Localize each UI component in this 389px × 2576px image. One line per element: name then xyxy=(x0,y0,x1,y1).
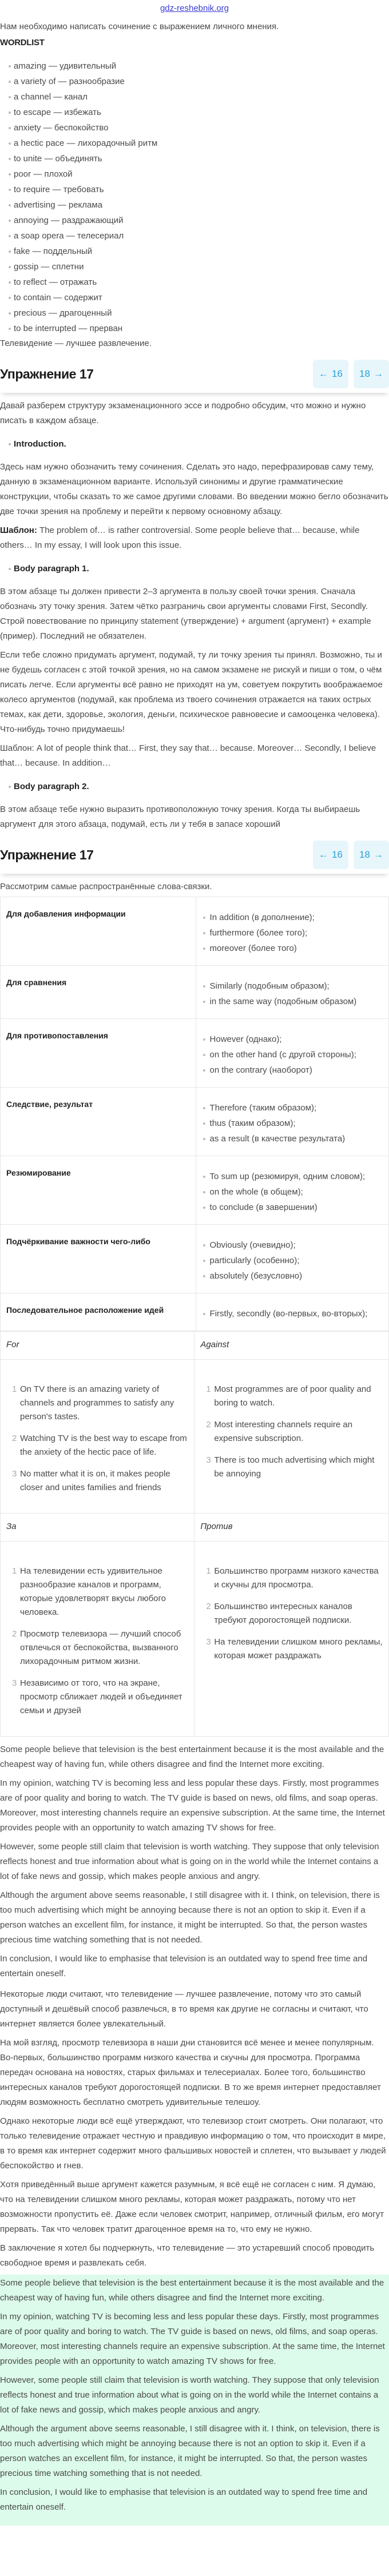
arguments-table-en xyxy=(0,1331,389,1737)
essay-russian xyxy=(0,1987,389,2271)
wordlist-item: a hectic pace — лихорадочный ритм xyxy=(0,136,389,151)
linker-item: as a result (в качестве результата) xyxy=(202,1131,383,1146)
wordlist-item: to contain — содержит xyxy=(0,290,389,305)
essay-paragraph: However, some people still claim that television is worth watching. They suppose that only television reflects honest and true information about what is going on in the world while the Internet contains a lot of fake news and gossip, which makes people anxious and angry. xyxy=(0,2375,379,2415)
wordlist-item: to require — требовать xyxy=(0,182,389,197)
wordlist-item: poor — плохой xyxy=(0,166,389,182)
wordlist-item: to be interrupted — прерван xyxy=(0,321,389,336)
table-row xyxy=(1,1293,389,1331)
linkers-table xyxy=(0,897,389,1331)
essay-paragraph: Некоторые люди считают, что телевидение — лучшее развлечение, потому что это самый доступный и дешёвый способ развлечься, в то время как другие не согласны и считают, что интернет является более увлекательный. xyxy=(0,1989,368,2029)
argument-item xyxy=(6,1677,188,1718)
guide-lead: Давай разберем структуру экзаменационного эссе и подробно обсудим, что можно и нужно писать в каждом абзаце. xyxy=(0,401,366,425)
site-link[interactable]: gdz-reshebnik.org xyxy=(160,3,229,13)
linker-item: in the same way (подобным образом) xyxy=(202,994,383,1009)
linker-examples xyxy=(196,1293,388,1331)
next-label: 18 xyxy=(359,368,370,379)
next-label: 18 xyxy=(359,849,370,860)
exercise-header-sticky xyxy=(0,836,389,874)
wordlist-item: a variety of — разнообразие xyxy=(0,74,389,89)
page-title-sticky: Упражнение 17 xyxy=(0,847,94,862)
essay-paragraph: In conclusion, I would like to emphasise that television is an outdated way to spend free time and entertain oneself. xyxy=(0,2487,368,2512)
linkers-lead: Рассмотрим самые распространённые слова-связки. xyxy=(0,882,212,891)
intro-text: Нам необходимо написать сочинение с выражением личного мнения. xyxy=(0,22,279,31)
linker-item: To sum up (резюмируя, одним словом); xyxy=(202,1169,383,1184)
against-list xyxy=(200,1383,383,1481)
arrow-left-icon: ← xyxy=(319,849,329,860)
for-list-ru xyxy=(6,1564,188,1718)
table-row xyxy=(1,1156,389,1225)
essay-paragraph: Хотя приведённый выше аргумент кажется разумным, я всё ещё не согласен с ним. Я думаю, что на телевидении слишком много рекламы, которая может раздражать, потому что нет возможности пропустить её. Даже если человек смотрит, например, отличный фильм, его могут прервать. Так что человек тратит драгоценное время на то, что ему не нужно. xyxy=(0,2180,384,2234)
linker-examples xyxy=(196,1156,388,1225)
linker-item: on the whole (в общем); xyxy=(202,1184,383,1200)
arrow-right-icon: → xyxy=(373,368,383,379)
section-body-1: Body paragraph 1. xyxy=(0,561,389,576)
argument-text: На телевидении есть удивительное разнообразие каналов и программ, которые удовлетворят вкусы любого человека. xyxy=(20,1566,166,1617)
essay-paragraph: Although the argument above seems reasonable, I still disagree with it. I think, on television, there is too much advertising which might be annoying because there is not an option to skip it. Even if a person watches an excellent film, for instance, it might be interrupted. So that, the person wastes precious time watching something that is not needed. xyxy=(0,1890,380,1945)
essay-paragraph: В заключение я хотел бы подчеркнуть, что телевидение — это устаревший способ проводить свободное время и развлекать себя. xyxy=(0,2243,375,2268)
linker-category: Резюмирование xyxy=(1,1156,196,1225)
item-number: 1 xyxy=(12,1384,17,1394)
argument-text: На телевидении слишком много рекламы, которая может раздражать xyxy=(214,1637,383,1661)
prev-label: 16 xyxy=(332,849,343,860)
wordlist xyxy=(0,58,389,336)
page-title: Упражнение 17 xyxy=(0,367,94,381)
essay-topic: Телевидение — лучшее развлечение. xyxy=(0,339,152,348)
wordlist-item: a soap opera — телесериал xyxy=(0,228,389,244)
linker-item: particularly (особенно); xyxy=(202,1253,383,1268)
argument-item xyxy=(200,1454,383,1481)
linker-item: moreover (более того) xyxy=(202,941,383,956)
argument-item xyxy=(6,1627,188,1669)
item-number: 3 xyxy=(12,1469,17,1479)
linker-category: Для добавления информации xyxy=(1,897,196,966)
argument-text: No matter what it is on, it makes people closer and unites families and friends xyxy=(20,1469,170,1492)
linker-item: absolutely (безусловно) xyxy=(202,1268,383,1284)
argument-item xyxy=(200,1600,383,1627)
linker-item: Similarly (подобным образом); xyxy=(202,978,383,994)
linker-category: Последовательное расположение идей xyxy=(1,1293,196,1331)
template-text: The problem of… is rather controversial. Some people believe that… because, while others… In my essay, I will look upon this issue. xyxy=(0,525,360,550)
essay-paragraph: In my opinion, watching TV is becoming less and less popular these days. Firstly, most programmes are of poor quality and boring to watch. The TV guide is based on news, old films, and soap operas. Moreover, most interesting channels require an expensive subscription. At the same time, the Internet provides people with an opportunity to watch amazing TV shows for free. xyxy=(0,1778,385,1833)
section-introduction: Introduction. xyxy=(0,436,389,452)
linker-item: on the other hand (с другой стороны); xyxy=(202,1047,383,1062)
next-exercise-button[interactable] xyxy=(354,360,389,388)
table-row xyxy=(1,1019,389,1088)
argument-text: On TV there is an amazing variety of channels and programmes to satisfy any person's tastes. xyxy=(20,1384,174,1422)
item-number: 3 xyxy=(12,1678,17,1688)
essay-paragraph: However, some people still claim that television is worth watching. They suppose that only television reflects honest and true information about what is going on in the world while the Internet contains a lot of fake news and gossip, which makes people anxious and angry. xyxy=(0,1842,379,1881)
essay-paragraph: Some people believe that television is the best entertainment because it is the most available and the cheapest way of having fun, while others disagree and find the Internet more exciting. xyxy=(0,2278,384,2303)
essay-paragraph: Some people believe that television is the best entertainment because it is the most available and the cheapest way of having fun, while others disagree and find the Internet more exciting. xyxy=(0,1745,384,1769)
introduction-template xyxy=(0,523,389,553)
linker-examples xyxy=(196,1019,388,1088)
prev-label: 16 xyxy=(332,368,343,379)
arrow-right-icon: → xyxy=(373,849,383,860)
argument-item xyxy=(6,1467,188,1495)
argument-item xyxy=(200,1564,383,1592)
argument-text: Независимо от того, что на экране, просмотр сближает людей и объединяет семьи и друзей xyxy=(20,1678,182,1715)
linker-item: to conclude (в завершении) xyxy=(202,1200,383,1215)
essay-paragraph: Однако некоторые люди всё ещё утверждают, что телевизор стоит смотреть. Они полагают, что только телевидение отражает честную и правдивую информацию о том, что происходит в мире, в то время как интернет содержит много фальшивых новостей и сплетен, что вызывает у людей беспокойство и гнев. xyxy=(0,2116,386,2171)
item-number: 2 xyxy=(12,1629,17,1639)
prev-exercise-button[interactable] xyxy=(313,841,348,869)
linker-item: thus (таким образом); xyxy=(202,1116,383,1131)
essay-paragraph: На мой взгляд, просмотр телевизора в наши дни становится всё менее и менее популярным. Во-первых, большинство программ низкого качества и скучны для просмотра. Программа передач основана на новостях, старых фильмах и телесериалах. Более того, большинство интересных каналов требуют дорогостоящей подписки. В то же время интернет предоставляет людям возможность бесплатно смотреть удивительные телешоу. xyxy=(0,2038,381,2107)
argument-item xyxy=(200,1635,383,1663)
item-number: 3 xyxy=(206,1455,211,1465)
wordlist-item: fake — поддельный xyxy=(0,244,389,259)
wordlist-item: a channel — канал xyxy=(0,89,389,105)
wordlist-item: to escape — избежать xyxy=(0,105,389,120)
linker-item: Therefore (таким образом); xyxy=(202,1100,383,1116)
item-number: 2 xyxy=(206,1420,211,1430)
body1-text: В этом абзаце ты должен привести 2–3 аргумента в пользу своей точки зрения. Сначала обозначь эту точку зрения. Затем чётко разграничь свои аргументы словами First, Secondly. Строй повествование по принципу statement (утверждение) + argument (аргумент) + example (пример). Последний не обязателен. xyxy=(0,587,371,641)
argument-item xyxy=(6,1383,188,1424)
wordlist-item: to reflect — отражать xyxy=(0,274,389,290)
for-header: For xyxy=(1,1332,194,1360)
argument-item xyxy=(6,1432,188,1459)
item-number: 3 xyxy=(206,1637,211,1647)
for-list xyxy=(6,1383,188,1495)
linker-category: Для сравнения xyxy=(1,966,196,1019)
wordlist-item: annoying — раздражающий xyxy=(0,213,389,228)
wordlist-title: WORDLIST xyxy=(0,38,45,47)
wordlist-item: precious — драгоценный xyxy=(0,305,389,321)
item-number: 2 xyxy=(12,1434,17,1443)
prev-exercise-button[interactable] xyxy=(313,360,348,388)
for-header-ru: За xyxy=(1,1514,194,1542)
wordlist-item: gossip — сплетни xyxy=(0,259,389,274)
argument-text: There is too much advertising which might be annoying xyxy=(214,1455,375,1479)
essay-paragraph: Although the argument above seems reasonable, I still disagree with it. I think, on television, there is too much advertising which might be annoying because there is not an option to skip it. Even if a person watches an excellent film, for instance, it might be interrupted. So that, the person wastes precious time watching something that is not needed. xyxy=(0,2424,380,2478)
next-exercise-button[interactable] xyxy=(354,841,389,869)
linker-item: Obviously (очевидно); xyxy=(202,1237,383,1253)
arrow-left-icon: ← xyxy=(319,368,329,379)
linker-examples xyxy=(196,1088,388,1156)
essay-highlighted xyxy=(0,2275,389,2526)
table-row xyxy=(1,966,389,1019)
wordlist-item: advertising — реклама xyxy=(0,197,389,213)
linker-item: In addition (в дополнение); xyxy=(202,910,383,925)
linker-examples xyxy=(196,897,388,966)
linker-examples xyxy=(196,966,388,1019)
linker-item: on the contrary (наоборот) xyxy=(202,1062,383,1078)
argument-text: Most programmes are of poor quality and boring to watch. xyxy=(214,1384,371,1408)
body2-text: В этом абзаце тебе нужно выразить противоположную точку зрения. Когда ты выбираешь аргумент для этого абзаца, подумай, есть ли у тебя в запасе хороший xyxy=(0,805,360,829)
argument-text: Большинство программ низкого качества и скучны для просмотра. xyxy=(214,1566,379,1590)
argument-text: Most interesting channels require an expensive subscription. xyxy=(214,1420,353,1443)
template-label: Шаблон: xyxy=(0,525,37,535)
linker-category: Следствие, результат xyxy=(1,1088,196,1156)
item-number: 1 xyxy=(206,1384,211,1394)
linker-category: Подчёркивание важности чего-либо xyxy=(1,1225,196,1293)
argument-item xyxy=(6,1564,188,1619)
linker-item: However (однако); xyxy=(202,1032,383,1047)
section-body-2: Body paragraph 2. xyxy=(0,779,389,794)
argument-item xyxy=(200,1383,383,1410)
essay-paragraph: In my opinion, watching TV is becoming less and less popular these days. Firstly, most programmes are of poor quality and boring to watch. The TV guide is based on news, old films, and soap operas. Moreover, most interesting channels require an expensive subscription. At the same time, the Internet provides people with an opportunity to watch amazing TV shows for free. xyxy=(0,2312,385,2366)
against-header-ru: Против xyxy=(194,1514,389,1542)
linker-item: furthermore (более того); xyxy=(202,925,383,941)
wordlist-item: anxiety — беспокойство xyxy=(0,120,389,136)
item-number: 1 xyxy=(12,1566,17,1576)
table-row xyxy=(1,897,389,966)
table-row xyxy=(1,1088,389,1156)
table-row xyxy=(1,1225,389,1293)
linker-item: Firstly, secondly (во-первых, во-вторых); xyxy=(202,1306,383,1321)
wordlist-item: to unite — объединять xyxy=(0,151,389,166)
linker-examples xyxy=(196,1225,388,1293)
against-list-ru xyxy=(200,1564,383,1663)
item-number: 2 xyxy=(206,1602,211,1611)
item-number: 1 xyxy=(206,1566,211,1576)
essay-english xyxy=(0,1742,389,1981)
introduction-text: Здесь нам нужно обозначить тему сочинения. Сделать это надо, перефразировав саму тему, данную в экзаменационном варианте. Используй синонимы и другие грамматические конструкции, чтобы сказать то же самое другими словами. Во введении можно бегло обозначить две точки зрения на проблему и перейти к первому основному абзацу. xyxy=(0,462,388,516)
argument-text: Просмотр телевизора — лучший способ отвлечься от беспокойства, вызванного лихорадочным ритмом жизни. xyxy=(20,1629,181,1666)
body1-template: Шаблон: A lot of people think that… First, they say that… because. Moreover… Secondly, I believe that… because. In addition… xyxy=(0,743,376,768)
exercise-header xyxy=(0,355,389,393)
argument-text: Watching TV is the best way to escape from the anxiety of the hectic pace of life. xyxy=(20,1434,187,1457)
body1-advice: Если тебе сложно придумать аргумент, подумай, ту ли точку зрения ты принял. Возможно, ты и не будешь согласен с этой точкой зрения, но на самом экзамене не рискуй и пиши о том, о чём писать легче. Если аргументы всё равно не приходят на ум, советуем покрутить воображаемое колесо аргументов (подумай, как проблема из твоего сочинения отражается на таких острых темах, как дети, здоровье, экология, деньги, психическое равновесие и самооценка человека). Что-нибудь точно придумаешь! xyxy=(0,650,383,734)
argument-item xyxy=(200,1418,383,1446)
argument-text: Большинство интересных каналов требуют дорогостоящей подписки. xyxy=(214,1602,352,1625)
essay-paragraph: In conclusion, I would like to emphasise that television is an outdated way to spend free time and entertain oneself. xyxy=(0,1954,368,1978)
wordlist-item: amazing — удивительный xyxy=(0,58,389,74)
against-header: Against xyxy=(194,1332,389,1360)
linker-category: Для противопоставления xyxy=(1,1019,196,1088)
